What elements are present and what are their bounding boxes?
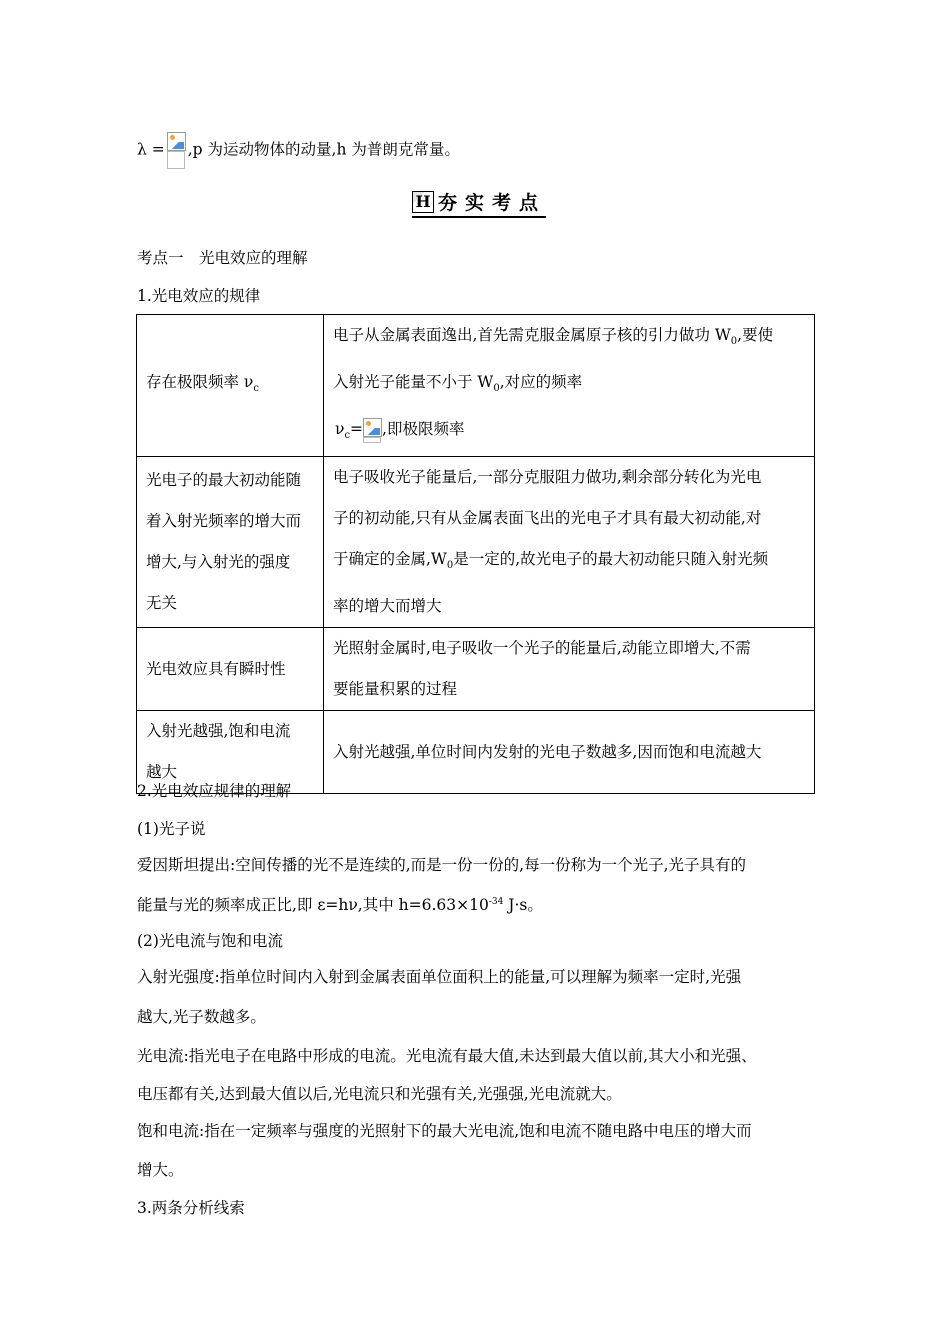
lambda-suffix: ,p 为运动物体的动量,h 为普朗克常量。	[187, 140, 460, 159]
section-badge-icon: H	[412, 191, 434, 213]
paragraph-line	[137, 893, 543, 915]
paragraph-line: 光电流:指光电子在电路中形成的电流。光电流有最大值,未达到最大值以前,其大小和光强、	[137, 1047, 757, 1065]
cell-line: 子的初动能,只有从金属表面飞出的光电子才具有最大初动能,对	[333, 509, 762, 528]
cell-line: 增大,与入射光的强度	[146, 553, 291, 572]
paragraph-line: 越大,光子数越多。	[137, 1008, 266, 1026]
cell-line: 入射光越强,饱和电流	[146, 722, 291, 741]
heading-3: 3.两条分析线索	[137, 1199, 245, 1217]
heading-1: 1.光电效应的规律	[137, 287, 261, 305]
topic-heading: 考点一 光电效应的理解	[137, 249, 308, 267]
cell-text: 入射光越强,单位时间内发射的光电子数越多,因而饱和电流越大	[333, 742, 762, 761]
table-cell-right	[324, 711, 815, 794]
formula-denominator-box	[363, 437, 381, 443]
equals-sign: =	[350, 420, 364, 439]
subheading-photon: (1)光子说	[137, 820, 206, 838]
cell-subscript: 0	[446, 560, 454, 572]
paragraph-line: 饱和电流:指在一定频率与强度的光照射下的最大光电流,饱和电流不随电路中电压的增大而	[137, 1122, 752, 1140]
cell-text: 光电效应具有瞬时性	[146, 659, 286, 678]
nu-symbol: ν	[335, 420, 345, 439]
cell-line: 要能量积累的过程	[333, 680, 458, 699]
paragraph-line: 入射光强度:指单位时间内入射到金属表面单位面积上的能量,可以理解为频率一定时,光强	[137, 968, 742, 986]
table-cell-left	[137, 457, 324, 628]
subheading-current: (2)光电流与饱和电流	[137, 932, 283, 950]
paragraph-text: J·s。	[503, 896, 543, 914]
table-cell-right	[324, 457, 815, 628]
cell-text: 是一定的,故光电子的最大初动能只随入射光频	[453, 550, 769, 569]
table-row	[137, 628, 815, 711]
formula-denominator-box	[167, 151, 185, 169]
cell-line: 着入射光频率的增大而	[146, 512, 302, 531]
paragraph-text: 能量与光的频率成正比,即 ε=hν,其中 h=6.63×10	[137, 896, 489, 914]
fraction-image	[363, 418, 382, 443]
cell-text: 电子从金属表面逸出,首先需克服金属原子核的引力做功 W	[333, 326, 731, 344]
cell-line	[333, 409, 805, 456]
cell-line: 光照射金属时,电子吸收一个光子的能量后,动能立即增大,不需	[333, 639, 751, 658]
table-cell-right	[324, 315, 815, 457]
section-title: 夯实考点	[438, 192, 547, 214]
cell-text: ,要使	[737, 326, 774, 344]
cell-subscript: 0	[493, 383, 500, 395]
rules-table	[136, 314, 815, 794]
cell-text: 于确定的金属,W	[333, 550, 447, 569]
cell-line	[333, 539, 805, 586]
formula-image-icon	[363, 418, 382, 437]
cell-subscript: c	[253, 383, 259, 395]
table-row	[137, 457, 815, 628]
section-heading	[412, 188, 546, 218]
table-cell-left	[137, 315, 324, 457]
paragraph-line: 增大。	[137, 1161, 184, 1179]
cell-text: ,对应的频率	[499, 373, 583, 392]
cell-line: 率的增大而增大	[333, 597, 442, 616]
heading-2: 2.光电效应规律的理解	[137, 782, 292, 800]
formula-image-icon	[167, 132, 186, 151]
cell-line	[333, 362, 805, 409]
cell-line: 无关	[146, 594, 178, 613]
cell-subscript: c	[344, 430, 351, 442]
cell-line: 电子吸收光子能量后,一部分克服阻力做功,剩余部分转化为光电	[333, 468, 762, 487]
cell-text: 入射光子能量不小于 W	[333, 373, 494, 392]
paragraph-line: 电压都有关,达到最大值以后,光电流只和光强有关,光强强,光电流就大。	[137, 1085, 622, 1103]
cell-line	[333, 315, 805, 362]
paragraph-line: 爱因斯坦提出:空间传播的光不是连续的,而是一份一份的,每一份称为一个光子,光子具有的	[137, 856, 747, 874]
table-cell-left	[137, 628, 324, 711]
lambda-formula-line	[137, 132, 460, 169]
cell-line: 光电子的最大初动能随	[146, 471, 302, 490]
table-row	[137, 315, 815, 457]
cell-line: 越大	[146, 763, 178, 782]
cell-text: ,即极限频率	[382, 420, 465, 439]
table-cell-right	[324, 628, 815, 711]
fraction-image	[167, 132, 186, 169]
lambda-prefix: λ =	[137, 140, 165, 159]
exponent: -34	[488, 896, 504, 907]
cell-text: 存在极限频率 ν	[146, 373, 254, 392]
cell-subscript: 0	[730, 336, 738, 348]
